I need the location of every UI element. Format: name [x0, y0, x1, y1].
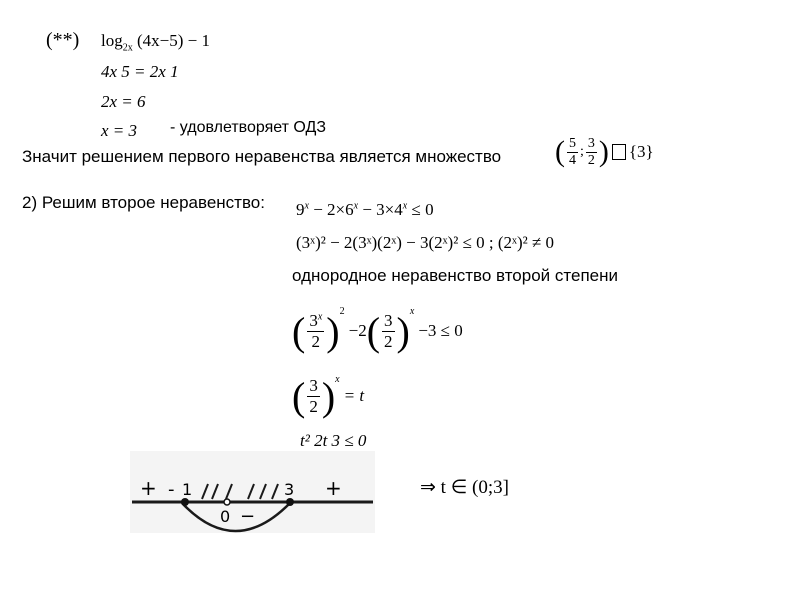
plus-left-label: +	[140, 476, 157, 500]
equation-line-3: 2x = 6	[101, 92, 146, 111]
second-heading: 2) Решим второе неравенство:	[22, 193, 265, 212]
frac1-den: 4	[569, 152, 576, 168]
root1-point	[181, 498, 189, 506]
homogeneous-note: однородное неравенство второй степени	[292, 266, 618, 285]
frac1-num: 5	[569, 135, 576, 151]
odz-note: - удовлетворяет ОДЗ	[170, 119, 326, 136]
equation-line-4: x = 3	[101, 121, 138, 140]
main-inequality: $9^x - 2\times 6^x - 3\times 4^x \le 0$	[296, 200, 434, 219]
expanded-inequality: (3ˣ)² − 2(3ˣ)(2ˣ) − 3(2ˣ)² ≤ 0 ; (2ˣ)² ≠ 0	[296, 233, 555, 252]
log-base: 2x	[122, 42, 133, 54]
conclusion-text: Значит решением первого неравенства является множество	[22, 147, 502, 166]
equation-line-2: 4x 5 = 2x 1	[101, 62, 179, 81]
solution-set: ( $\frac{5}{4}$ ; $\frac{3}{2}$ ) {3}	[555, 135, 654, 168]
quadratic-inequality: t² 2t 3 ≤ 0	[300, 431, 367, 450]
log-word: log	[101, 31, 123, 50]
root1-label: 1	[182, 480, 193, 499]
number-line-sketch	[130, 451, 375, 533]
zero-label: 0	[220, 507, 231, 526]
log-argument: (4x−5) − 1	[136, 31, 210, 50]
frac2-num: 3	[587, 135, 595, 151]
answer: ⇒ t ∈ (0;3]	[420, 477, 509, 498]
log-equation	[101, 32, 210, 53]
root2-point	[286, 498, 294, 506]
inner-sign-label: −	[240, 506, 256, 527]
minus-left-label: -	[168, 479, 175, 500]
frac2-den: 2	[587, 152, 595, 168]
number-line-svg	[130, 451, 375, 533]
extra-point: {3}	[628, 142, 654, 161]
plus-right-label: +	[325, 476, 342, 500]
union-glyph-icon	[612, 144, 626, 160]
step-label: (**)	[46, 29, 80, 51]
root2-label: 3	[284, 480, 295, 499]
substituted-inequality: ( $\frac{3^x}{2}$ ) $^2$ −2 ( $\frac{3}{2}$ ) $^x$ −3 ≤ 0	[292, 306, 463, 354]
t-definition: ( $\frac{3}{2}$ ) $^x$ = t	[292, 373, 365, 419]
zero-point	[224, 499, 230, 505]
